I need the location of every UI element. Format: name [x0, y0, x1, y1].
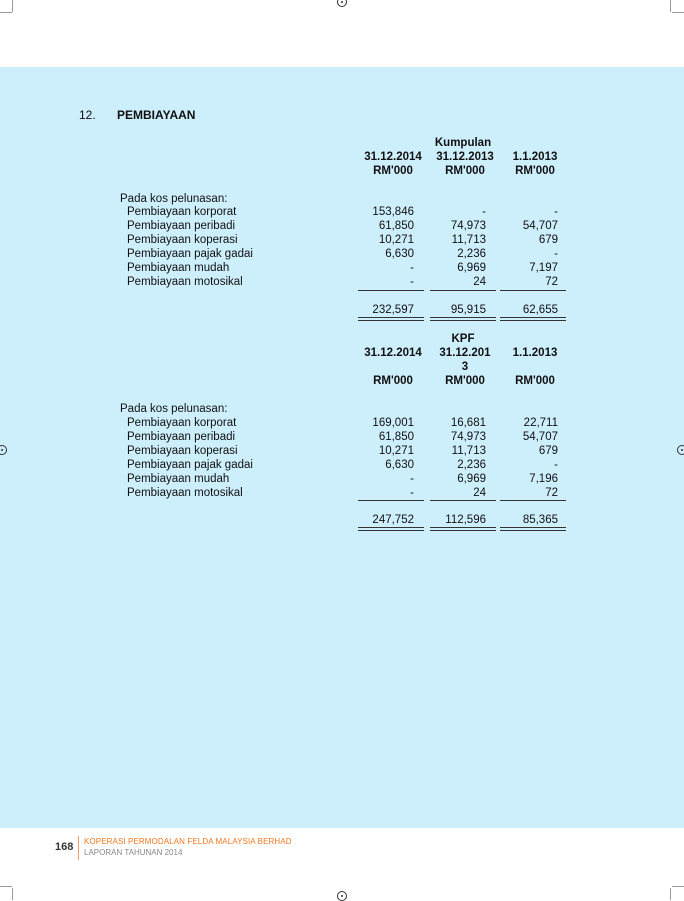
- row-label: Pembiayaan peribadi: [127, 431, 236, 443]
- column-unit: RM'000: [445, 165, 485, 177]
- cell-value: 6,630: [385, 248, 414, 260]
- row-label: Pembiayaan peribadi: [127, 220, 236, 232]
- cell-value: 11,713: [451, 445, 486, 457]
- footer-divider: [78, 836, 79, 860]
- row-label: Pembiayaan korporat: [127, 417, 237, 429]
- crop-mark: [0, 12, 12, 13]
- cell-value: 16,681: [450, 417, 486, 429]
- cell-value: 7,196: [529, 473, 558, 485]
- total-value: 62,655: [522, 304, 558, 316]
- column-unit: RM'000: [373, 375, 413, 387]
- cell-value: 22,711: [523, 417, 558, 429]
- column-date-2014: 31.12.2014: [364, 347, 422, 359]
- cell-value: 679: [538, 445, 558, 457]
- group-label-kpf: KPF: [451, 333, 475, 345]
- row-label: Pembiayaan koperasi: [127, 234, 238, 246]
- column-date-1-1-2013: 1.1.2013: [512, 151, 558, 163]
- cell-value: 72: [545, 276, 558, 288]
- cell-value: 169,001: [372, 417, 414, 429]
- cell-value: 54,707: [522, 431, 558, 443]
- crop-mark: [12, 888, 13, 900]
- cell-value: 153,846: [372, 206, 414, 218]
- cell-value: 24: [473, 487, 486, 499]
- cell-value: 11,713: [451, 234, 486, 246]
- registration-mark-icon: [337, 0, 347, 7]
- subtotal-rule: [500, 500, 566, 501]
- total-double-rule: [430, 527, 496, 531]
- crop-mark: [670, 888, 671, 900]
- section-number: 12.: [79, 108, 96, 122]
- crop-mark: [0, 886, 12, 887]
- cell-value: -: [410, 276, 414, 288]
- cell-value: 10,271: [378, 234, 414, 246]
- subtotal-rule: [358, 290, 424, 291]
- cell-value: -: [554, 459, 558, 471]
- column-unit: RM'000: [373, 165, 413, 177]
- cell-value: -: [410, 262, 414, 274]
- total-value: 85,365: [522, 514, 558, 526]
- subtotal-rule: [430, 290, 496, 291]
- column-date-2013: 31.12.2013: [436, 151, 494, 163]
- subtotal-rule: [358, 500, 424, 501]
- row-label: Pembiayaan motosikal: [127, 276, 243, 288]
- footer-report-title: LAPORAN TAHUNAN 2014: [84, 848, 183, 857]
- crop-mark: [672, 12, 684, 13]
- cell-value: 6,969: [457, 262, 486, 274]
- column-date-wrap: 3: [461, 361, 469, 373]
- crop-mark: [672, 886, 684, 887]
- subtotal-rule: [430, 500, 496, 501]
- column-unit: RM'000: [515, 165, 555, 177]
- crop-mark: [12, 0, 13, 12]
- cell-value: 54,707: [522, 220, 558, 232]
- total-double-rule: [358, 317, 424, 321]
- subtotal-rule: [500, 290, 566, 291]
- cell-value: 6,969: [457, 473, 486, 485]
- total-double-rule: [430, 317, 496, 321]
- cell-value: 2,236: [457, 248, 486, 260]
- crop-mark: [670, 0, 671, 12]
- cell-value: 61,850: [378, 220, 414, 232]
- total-double-rule: [500, 317, 566, 321]
- cell-value: 74,973: [450, 220, 486, 232]
- total-double-rule: [358, 527, 424, 531]
- column-date-1-1-2013: 1.1.2013: [512, 347, 558, 359]
- row-label: Pembiayaan motosikal: [127, 487, 243, 499]
- total-value: 95,915: [450, 304, 486, 316]
- cell-value: 61,850: [378, 431, 414, 443]
- cell-value: -: [554, 248, 558, 260]
- cell-value: -: [554, 206, 558, 218]
- cell-value: -: [410, 487, 414, 499]
- cell-value: 2,236: [457, 459, 486, 471]
- cell-value: -: [482, 206, 486, 218]
- total-double-rule: [500, 527, 566, 531]
- cell-value: 679: [538, 234, 558, 246]
- table-subtitle: Pada kos pelunasan:: [120, 403, 228, 415]
- footer-organization: KOPERASI PERMODALAN FELDA MALAYSIA BERHAD: [84, 837, 292, 846]
- cell-value: 7,197: [529, 262, 558, 274]
- cell-value: 10,271: [378, 445, 414, 457]
- column-unit: RM'000: [515, 375, 555, 387]
- registration-mark-icon: [677, 445, 684, 455]
- total-value: 232,597: [372, 304, 414, 316]
- cell-value: 6,630: [385, 459, 414, 471]
- cell-value: -: [410, 473, 414, 485]
- column-date-2013: 31.12.201: [439, 347, 491, 359]
- column-unit: RM'000: [445, 375, 485, 387]
- table-subtitle: Pada kos pelunasan:: [120, 193, 228, 205]
- row-label: Pembiayaan mudah: [127, 262, 230, 274]
- column-date-2014: 31.12.2014: [364, 151, 422, 163]
- row-label: Pembiayaan mudah: [127, 473, 230, 485]
- row-label: Pembiayaan pajak gadai: [127, 459, 253, 471]
- row-label: Pembiayaan pajak gadai: [127, 248, 253, 260]
- cell-value: 74,973: [450, 431, 486, 443]
- page-number: 168: [55, 841, 74, 853]
- group-label-kumpulan: Kumpulan: [434, 137, 492, 149]
- total-value: 247,752: [372, 514, 414, 526]
- total-value: 112,596: [445, 514, 486, 526]
- section-title: PEMBIAYAAN: [117, 108, 196, 122]
- row-label: Pembiayaan koperasi: [127, 445, 238, 457]
- cell-value: 72: [545, 487, 558, 499]
- cell-value: 24: [473, 276, 486, 288]
- row-label: Pembiayaan korporat: [127, 206, 237, 218]
